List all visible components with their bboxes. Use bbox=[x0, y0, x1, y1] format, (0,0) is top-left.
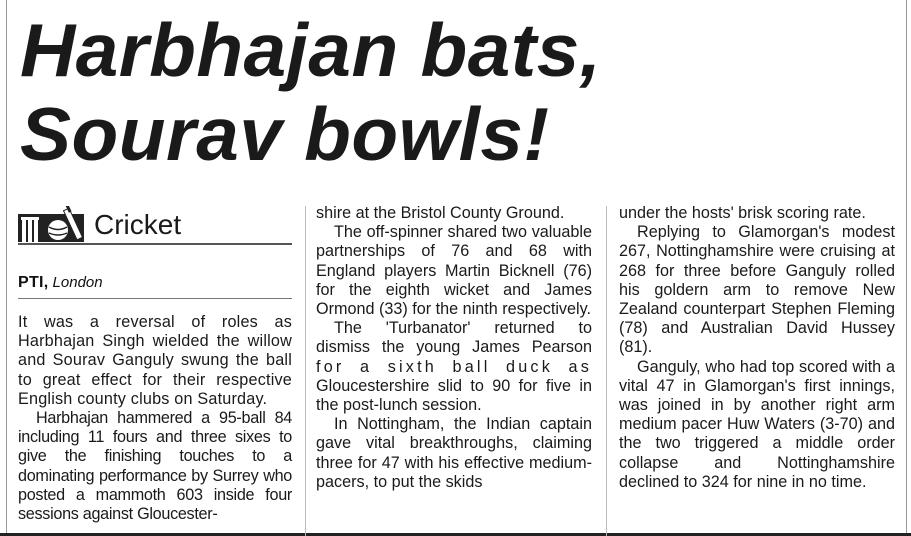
article-paragraph: Ganguly, who had top scored with a vital 47 in Glamorgan's first innings, was joined in by another right arm medium pacer Huw Waters (3-70) and the two triggered a middle order collapse and Nottinghamshire declined to 324 for nine in no time. bbox=[619, 357, 895, 491]
column-divider bbox=[305, 206, 306, 536]
section-title: Cricket bbox=[94, 209, 182, 240]
article-text: The 'Turbanator' returned to dismiss the young James Pearson bbox=[316, 319, 592, 357]
article-text: Gloucestershire slid to 90 for five in the post-lunch session. bbox=[316, 376, 592, 415]
headline-line-1: Harbhajan bats, bbox=[20, 8, 602, 92]
article-column-2 bbox=[316, 204, 592, 492]
section-header bbox=[18, 204, 292, 244]
article-paragraph: The off-spinner shared two valuable partnerships of 76 and 68 with England players Martin Bicknell (76) for the eighth wicket and James Ormond (33) for the ninth respectively. bbox=[316, 223, 592, 319]
article-paragraph bbox=[316, 319, 592, 415]
article-paragraph: Harbhajan hammered a 95-ball 84 including 11 fours and three sixes to give the finishing touches to a dominating performance by Surrey who posted a mammoth 603 inside four sessions against Gloucester- bbox=[18, 409, 292, 524]
article-column-1 bbox=[18, 313, 292, 524]
headline-line-2: Sourav bowls! bbox=[20, 92, 550, 176]
byline bbox=[18, 274, 103, 292]
byline-rule bbox=[18, 298, 292, 299]
article-column-3 bbox=[619, 204, 895, 492]
section-rule bbox=[18, 243, 292, 245]
page-border-left bbox=[6, 0, 7, 536]
article-text: for a sixth ball duck as bbox=[316, 357, 592, 376]
article-paragraph: Replying to Glamorgan's modest 267, Nottinghamshire were cruising at 268 for three before Ganguly rolled his goldern arm to remove New Zealand counterpart Stephen Fleming (78) and Australian David Hussey (81). bbox=[619, 223, 895, 357]
headline bbox=[20, 8, 911, 176]
byline-agency: PTI, bbox=[18, 274, 49, 291]
column-divider bbox=[606, 206, 607, 536]
article-paragraph: In Nottingham, the Indian captain gave vital breakthroughs, claiming three for 47 with his effective medium-pacers, to put the skids bbox=[316, 415, 592, 491]
article-paragraph: It was a reversal of roles as Harbhajan Singh wielded the willow and Sourav Ganguly swung the ball to great effect for their respective English county clubs on Saturday. bbox=[18, 313, 292, 408]
cricket-bat-ball-stumps-icon bbox=[18, 206, 88, 244]
article-paragraph: shire at the Bristol County Ground. bbox=[316, 204, 565, 222]
article-paragraph: under the hosts' brisk scoring rate. bbox=[619, 204, 866, 222]
byline-place: London bbox=[52, 274, 103, 291]
